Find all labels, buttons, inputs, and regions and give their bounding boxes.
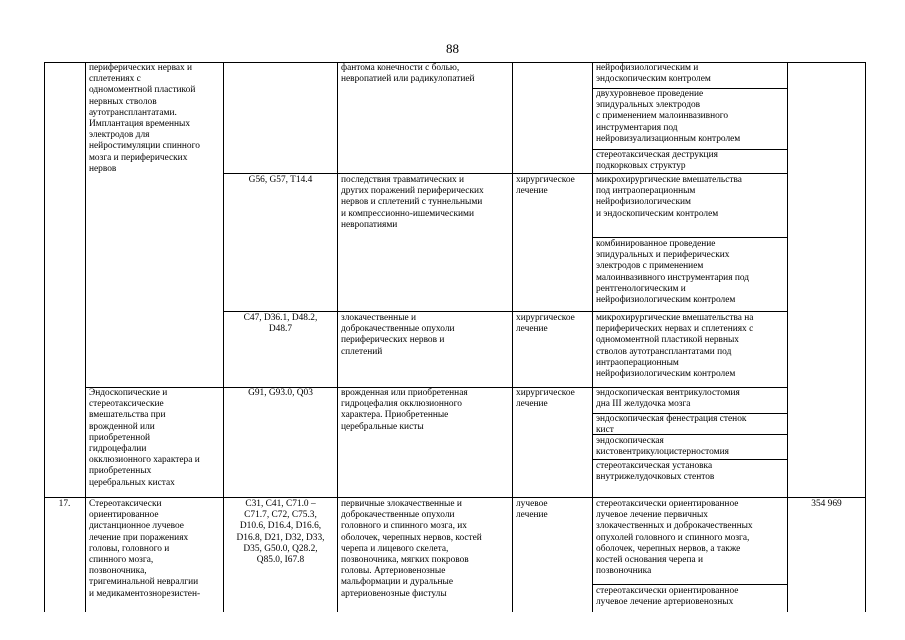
treatment-method-line: эпидуральных электродов xyxy=(596,100,701,111)
method-cell-line: нервов xyxy=(89,163,117,174)
method-cell-line: тригеминальной невралгии xyxy=(89,577,199,588)
row-number: 17. xyxy=(58,499,71,509)
treatment-type-line: лечение xyxy=(516,399,548,410)
treatment-method-line: злокачественных и доброкачественных xyxy=(596,521,753,532)
treatment-method-line: интраоперационным xyxy=(596,357,679,368)
treatment-type-line: лечение xyxy=(516,510,548,521)
method-cell-line: одномоментной пластикой xyxy=(89,85,196,96)
patient-model-line: характера. Приобретенные xyxy=(341,410,449,421)
patient-model-line: черепа и лицевого скелета, xyxy=(341,543,449,554)
patient-model-line: фантома конечности с болью, xyxy=(341,63,460,73)
treatment-method-line: микрохирургические вмешательства на xyxy=(596,313,754,323)
subrow-rule xyxy=(592,173,788,174)
row-rule xyxy=(223,311,593,312)
treatment-method-line: эндоскопическая вентрикулостомия xyxy=(596,388,740,398)
treatment-method-line: оболочек, черепных нервов, а также xyxy=(596,543,741,554)
method-cell-line: врожденной или xyxy=(89,421,155,432)
treatment-method-line: нейрофизиологическим контролем xyxy=(596,369,736,379)
treatment-method-line: периферических нервах и сплетениях с xyxy=(596,324,754,335)
patient-model-line: артериовенозные фистулы xyxy=(341,588,447,599)
column-rule xyxy=(44,62,45,612)
treatment-method-line: нейрофизиологическим контролем xyxy=(596,295,736,305)
treatment-method-line: стереотаксически ориентированное xyxy=(596,586,739,596)
treatment-method-line: кистовентрикулоцистерностомия xyxy=(596,447,729,458)
patient-model-line: последствия травматических и xyxy=(341,175,465,185)
method-cell-line: позвоночника, xyxy=(89,566,147,577)
treatment-method-line: под интраоперационным xyxy=(596,186,696,197)
patient-model-line: оболочек, черепных нервов, костей xyxy=(341,532,482,543)
treatment-type-line: лучевое xyxy=(516,499,548,509)
treatment-method-line: стереотаксическая деструкция xyxy=(596,150,718,160)
treatment-method-line: микрохирургические вмешательства xyxy=(596,175,742,185)
treatment-method-line: нейрофизиологическим и xyxy=(596,63,699,73)
treatment-method-line: внутрижелудочковых стентов xyxy=(596,472,715,483)
treatment-method-line: стереотаксическая установка xyxy=(596,461,713,471)
subrow-rule xyxy=(592,459,788,460)
method-cell-line: приобретенной xyxy=(89,432,151,443)
patient-model-line: сплетений xyxy=(341,346,383,357)
method-cell-line: гидроцефалии xyxy=(89,444,147,454)
icd-codes-line: G56, G57, T14.4 xyxy=(248,175,313,185)
icd-codes-line: C31, C41, C71.0 – xyxy=(245,499,316,509)
treatment-type-line: хирургическое xyxy=(516,388,575,398)
patient-model-line: злокачественные и xyxy=(341,313,417,323)
method-cell-line: Эндоскопические и xyxy=(89,388,168,398)
treatment-method-line: костей основания черепа и xyxy=(596,555,703,565)
method-cell-line: сплетениях с xyxy=(89,74,141,85)
treatment-method-line: лучевое лечение первичных xyxy=(596,510,708,521)
subrow-rule xyxy=(592,311,788,312)
treatment-method-line: нейрофизиологическим xyxy=(596,197,691,208)
treatment-method-line: электродов с применением xyxy=(596,261,704,272)
page-number: 88 xyxy=(446,41,459,56)
subrow-rule xyxy=(592,434,788,435)
patient-model-line: первичные злокачественные и xyxy=(341,499,462,509)
treatment-method-line: кист xyxy=(596,425,614,436)
patient-model-line: церебральные кисты xyxy=(341,421,424,432)
patient-model-line: головного и спинного мозга, их xyxy=(341,521,467,532)
treatment-method-line: эндоскопическая xyxy=(596,436,664,446)
method-cell-line: вмешательства при xyxy=(89,410,166,421)
icd-codes-line: G91, G93.0, Q03 xyxy=(248,388,313,398)
column-rule xyxy=(592,62,593,612)
patient-model-line: других поражений периферических xyxy=(341,186,484,197)
column-rule xyxy=(787,62,788,612)
treatment-method-line: эпидуральных и периферических xyxy=(596,250,730,261)
method-cell-line: мозга и периферических xyxy=(89,152,188,163)
row-rule xyxy=(44,497,866,498)
method-cell-line: стереотаксические xyxy=(89,399,164,410)
method-cell-line: головы, головного и xyxy=(89,543,170,554)
patient-model-line: невропатиями xyxy=(341,219,398,230)
subrow-rule xyxy=(592,584,788,585)
treatment-method-line: малоинвазивного инструментария под xyxy=(596,272,750,283)
treatment-method-line: эндоскопическая фенестрация стенок xyxy=(596,414,747,424)
method-cell-line: лечение при поражениях xyxy=(89,532,189,543)
patient-model-line: гидроцефалия окклюзионного xyxy=(341,399,462,410)
subrow-rule xyxy=(592,237,788,238)
method-cell-line: церебральных кистах xyxy=(89,477,175,488)
method-cell-line: нейростимуляции спинного xyxy=(89,141,200,152)
method-cell-line: приобретенных xyxy=(89,466,152,477)
treatment-method-line: эндоскопическим контролем xyxy=(596,74,711,85)
icd-codes-line: C71.7, C72, C75.3, xyxy=(244,510,317,521)
column-rule xyxy=(337,62,338,612)
patient-model-line: врожденная или приобретенная xyxy=(341,388,468,398)
patient-model-line: и компрессионно-ишемическими xyxy=(341,208,474,219)
treatment-method-line: двухуровневое проведение xyxy=(596,89,704,99)
column-rule xyxy=(865,62,866,612)
treatment-method-line: рентгенологическим и xyxy=(596,283,686,294)
method-cell-line: нервных стволов xyxy=(89,96,157,107)
method-cell-line: электродов для xyxy=(89,130,150,141)
patient-model-line: мальформации и дуральные xyxy=(341,577,453,588)
icd-codes-line: D35, G50.0, Q28.2, xyxy=(243,543,318,554)
icd-codes-line: D48.7 xyxy=(268,324,293,335)
treatment-method-line: лучевое лечение артериовенозных xyxy=(596,597,734,608)
treatment-type-line: лечение xyxy=(516,186,548,197)
patient-model-line: невропатией или радикулопатией xyxy=(341,74,475,85)
icd-codes-line: Q85.0, I67.8 xyxy=(256,555,305,565)
column-rule xyxy=(85,62,86,612)
method-cell-line: ориентированное xyxy=(89,510,159,521)
treatment-method-line: с применением малоинвазивного xyxy=(596,111,729,122)
treatment-type-line: хирургическое xyxy=(516,175,575,185)
method-cell-line: аутотрансплантатами. xyxy=(89,107,177,118)
icd-codes-line: C47, D36.1, D48.2, xyxy=(243,313,318,323)
treatment-method-line: комбинированное проведение xyxy=(596,239,716,249)
icd-codes-line: D10.6, D16.4, D16.6, xyxy=(239,521,322,532)
patient-model-line: головы. Артериовенозные xyxy=(341,566,446,577)
column-rule xyxy=(512,62,513,612)
treatment-type-line: лечение xyxy=(516,324,548,335)
treatment-method-line: нейровизуализационным контролем xyxy=(596,133,741,144)
treatment-type-line: хирургическое xyxy=(516,313,575,323)
patient-model-line: нервов и сплетений с туннельными xyxy=(341,197,483,208)
row-rule xyxy=(223,173,593,174)
method-cell-line: окклюзионного характера и xyxy=(89,455,200,466)
method-cell-line: Имплантация временных xyxy=(89,119,191,129)
treatment-method-line: инструментария под xyxy=(596,122,678,133)
treatment-method-line: одномоментной пластикой нервных xyxy=(596,335,739,346)
treatment-method-line: позвоночника xyxy=(596,566,652,577)
treatment-method-line: стволов аутотрансплантатами под xyxy=(596,346,732,357)
treatment-method-line: дна III желудочка мозга xyxy=(596,399,691,410)
treatment-method-line: опухолей головного и спинного мозга, xyxy=(596,532,750,543)
method-cell-line: спинного мозга, xyxy=(89,555,154,565)
method-cell-line: и медикаментознорезистен- xyxy=(89,588,201,599)
patient-model-line: позвоночника, мягких покровов xyxy=(341,555,469,565)
treatment-method-line: и эндоскопическим контролем xyxy=(596,208,719,219)
icd-codes-line: D16.8, D21, D32, D33, xyxy=(236,532,325,543)
treatment-method-line: стереотаксически ориентированное xyxy=(596,499,739,509)
method-cell-line: периферических нервах и xyxy=(89,63,193,73)
method-cell-line: дистанционное лучевое xyxy=(89,521,184,532)
patient-model-line: доброкачественные опухоли xyxy=(341,510,455,521)
patient-model-line: периферических нервов и xyxy=(341,335,445,346)
cost-value: 354 969 xyxy=(811,499,842,509)
method-cell-line: Стереотаксически xyxy=(89,499,162,509)
patient-model-line: доброкачественные опухоли xyxy=(341,324,455,335)
treatment-method-line: подкорковых структур xyxy=(596,161,686,172)
